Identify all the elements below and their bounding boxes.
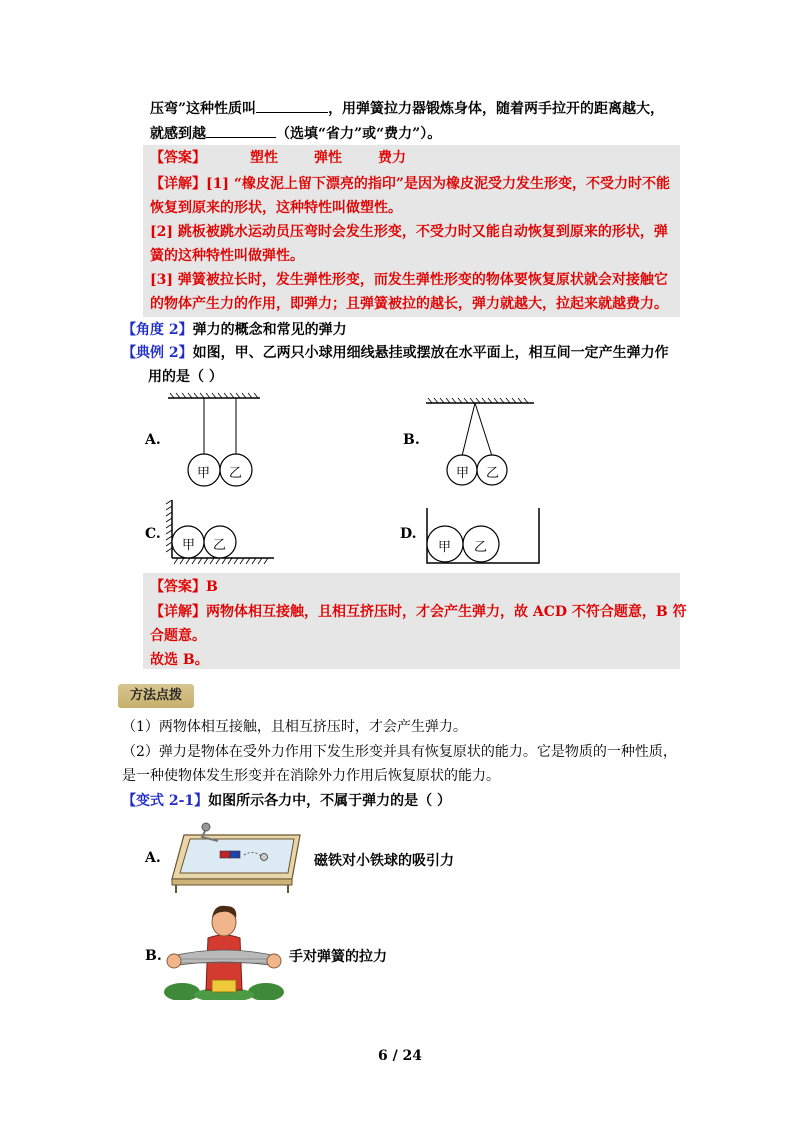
ball-yi: 乙 (474, 540, 488, 555)
intro-line-2 (150, 122, 441, 144)
explain-line (150, 174, 670, 194)
explain-text: 两物体相互接触，且相互挤压时，才会产生弹力，故 ACD 不符合题意，B 符 (206, 604, 687, 620)
variant-label: 【变式 2-1】 (122, 793, 209, 809)
answer-line-1 (150, 148, 406, 168)
explain-line (150, 222, 668, 242)
method-tag: 方法点拨 (118, 684, 194, 708)
variant-option-a-label: A. (145, 850, 161, 866)
explain-line (150, 270, 668, 290)
variant-question (122, 791, 451, 811)
explain-line (150, 246, 304, 266)
explain-label: 【详解】 (150, 176, 206, 192)
option-b-diagram (420, 392, 540, 492)
variant-option-a-caption: 磁铁对小铁球的吸引力 (314, 853, 454, 869)
example-line-1 (122, 343, 669, 363)
ball-yi: 乙 (213, 538, 227, 553)
option-b-label: B. (403, 432, 420, 448)
answer-value-3: 费力 (378, 150, 406, 166)
option-c-diagram (162, 496, 282, 566)
option-a-label: A. (145, 432, 161, 448)
explain-text: [3] 弹簧被拉长时，发生弹性形变，而发生弹性形变的物体要恢复原状就会对接触它 (150, 272, 668, 288)
variant-option-b-label: B. (145, 948, 162, 964)
ball-jia: 甲 (182, 538, 196, 553)
explain-text: [2] 跳板被跳水运动员压弯时会发生形变，不受力时又能自动恢复到原来的形状，弹 (150, 224, 668, 240)
option-a-diagram (160, 392, 270, 492)
explain-line (150, 602, 687, 622)
explain-text: 恢复到原来的形状，这种特性叫做塑性。 (150, 200, 402, 216)
ball-jia: 甲 (197, 466, 211, 481)
explain-line (150, 626, 206, 646)
method-point-1: （1）两物体相互接触，且相互挤压时，才会产生弹力。 (122, 719, 467, 735)
intro-text: （选填“省力”或“费力”）。 (276, 126, 442, 142)
ball-jia: 甲 (456, 466, 470, 481)
explain-line (150, 650, 209, 670)
answer-value: B (206, 579, 218, 595)
magnet-table-illustration (166, 815, 310, 895)
page-number: 6 / 24 (377, 1048, 423, 1064)
answer-blank-2 (206, 122, 276, 138)
explain-line (150, 198, 402, 218)
variant-option-b-caption: 手对弹簧的拉力 (289, 949, 387, 965)
answer-value-1: 塑性 (250, 150, 278, 166)
spring-expander-illustration (164, 900, 284, 1000)
answer-line-2 (150, 577, 218, 597)
explain-text: 合题意。 (150, 628, 206, 644)
intro-text: 压弯”这种性质叫 (150, 101, 257, 117)
example-question: 如图，甲、乙两只小球用细线悬挂或摆放在水平面上，相互间一定产生弹力作 (192, 345, 669, 361)
option-d-label: D. (400, 526, 417, 542)
answer-label: 【答案】 (150, 150, 206, 166)
method-point-2-cont: 是一种使物体发生形变并在消除外力作用后恢复原状的能力。 (122, 768, 500, 784)
explain-text: [1] “橡皮泥上留下漂亮的指印”是因为橡皮泥受力发生形变，不受力时不能 (206, 176, 670, 192)
example-question-cont: 用的是（ ） (148, 369, 223, 385)
angle-heading (122, 320, 347, 340)
angle-title: 弹力的概念和常见的弹力 (192, 322, 347, 338)
intro-line-1 (150, 97, 664, 119)
option-c-label: C. (145, 526, 161, 542)
answer-blank-1 (256, 97, 328, 113)
example-line-2 (148, 367, 223, 387)
explain-label: 【详解】 (150, 604, 206, 620)
intro-text: ，用弹簧拉力器锻炼身体，随着两手拉开的距离越大， (328, 101, 665, 117)
answer-value-2: 弹性 (314, 150, 342, 166)
intro-text: 就感到越 (150, 126, 206, 142)
explain-text: 簧的这种特性叫做弹性。 (150, 248, 304, 264)
answer-label: 【答案】 (150, 579, 206, 595)
ball-jia: 甲 (438, 540, 452, 555)
method-point-2: （2）弹力是物体在受外力作用下发生形变并具有恢复原状的能力。它是物质的一种性质， (122, 744, 677, 760)
explain-text: 故选 B。 (150, 652, 209, 668)
ball-yi: 乙 (229, 466, 243, 481)
example-label: 【典例 2】 (122, 345, 193, 361)
angle-label: 【角度 2】 (122, 322, 193, 338)
explain-line (150, 294, 668, 314)
explain-text: 的物体产生力的作用，即弹力；且弹簧被拉的越长，弹力就越大，拉起来就越费力。 (150, 296, 668, 312)
variant-text: 如图所示各力中，不属于弹力的是（ ） (208, 793, 452, 809)
ball-yi: 乙 (486, 466, 500, 481)
